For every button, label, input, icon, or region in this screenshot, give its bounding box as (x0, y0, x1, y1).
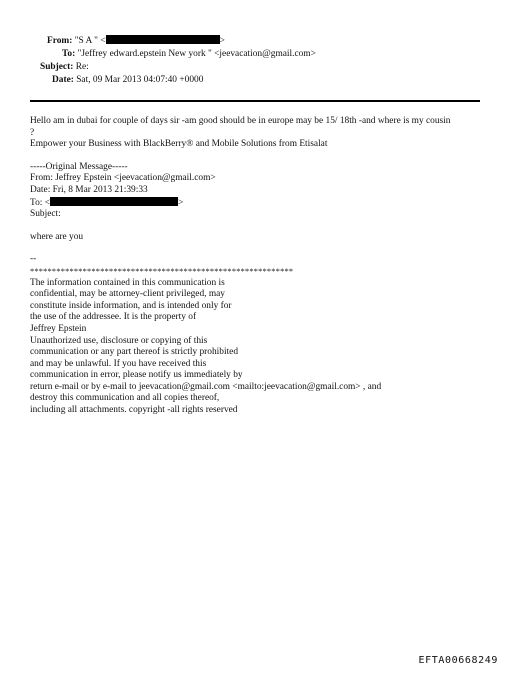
disclaimer-line: destroy this communication and all copies thereof, (30, 393, 220, 404)
redaction-box (106, 35, 220, 44)
original-to-pre: To: < (30, 197, 50, 208)
original-to-post: > (178, 197, 184, 208)
header-to-row (62, 48, 316, 60)
header-from-value-pre: "S A " < (74, 36, 106, 46)
header-date-row (52, 74, 203, 86)
disclaimer-line: communication in error, please notify us immediately by (30, 370, 243, 381)
redaction-box (50, 197, 178, 206)
disclaimer-line: including all attachments. copyright -all rights reserved (30, 405, 238, 416)
disclaimer-line: Unauthorized use, disclosure or copying of this (30, 335, 208, 346)
header-from-value-post: > (219, 36, 225, 46)
original-date: Date: Fri, 8 Mar 2013 21:39:33 (30, 184, 148, 195)
disclaimer-line: Jeffrey Epstein (30, 323, 87, 334)
original-from: From: Jeffrey Epstein <jeevacation@gmail.com> (30, 173, 216, 184)
header-divider-rule (30, 100, 480, 102)
message-line: Hello am in dubai for couple of days sir -am good should be in europe may be 15/ 18th -and where is my cousin (30, 116, 451, 126)
original-body: where are you (30, 231, 84, 242)
message-body (30, 116, 490, 417)
disclaimer-line: return e-mail or by e-mail to jeevacation@gmail.com <mailto:jeevacation@gmail.com> , and (30, 381, 382, 392)
original-to (30, 197, 490, 210)
message-line: ? (30, 127, 35, 138)
disclaimer-line: and may be unlawful. If you have received this (30, 358, 207, 369)
disclaimer-line: The information contained in this communication is (30, 277, 225, 288)
signature-line: Empower your Business with BlackBerry® and Mobile Solutions from Etisalat (30, 139, 328, 150)
header-subject-label: Subject: (40, 62, 74, 72)
disclaimer-stars: ************************************************************ (30, 266, 294, 276)
header-date-label: Date: (52, 75, 74, 85)
header-from-row (47, 35, 225, 47)
header-to-label: To: (62, 49, 76, 59)
disclaimer-line: constitute inside information, and is intended only for (30, 300, 232, 311)
disclaimer-line: the use of the addressee. It is the property of (30, 312, 197, 323)
header-date-value: Sat, 09 Mar 2013 04:07:40 +0000 (76, 75, 204, 85)
header-subject-value: Re: (75, 62, 89, 72)
header-to-value: "Jeffrey edward.epstein New york " <jeevacation@gmail.com> (77, 49, 316, 59)
disclaimer-text (30, 278, 490, 417)
disclaimer-line: confidential, may be attorney-client privileged, may (30, 289, 225, 300)
bates-number: EFTA00668249 (418, 655, 498, 666)
original-message-divider: -----Original Message----- (30, 161, 128, 172)
disclaimer-line: communication or any part thereof is strictly prohibited (30, 347, 239, 358)
disclaimer-dashes: -- (30, 254, 37, 265)
original-subject: Subject: (30, 209, 61, 220)
header-subject-row (40, 61, 89, 73)
header-from-label: From: (47, 36, 73, 46)
